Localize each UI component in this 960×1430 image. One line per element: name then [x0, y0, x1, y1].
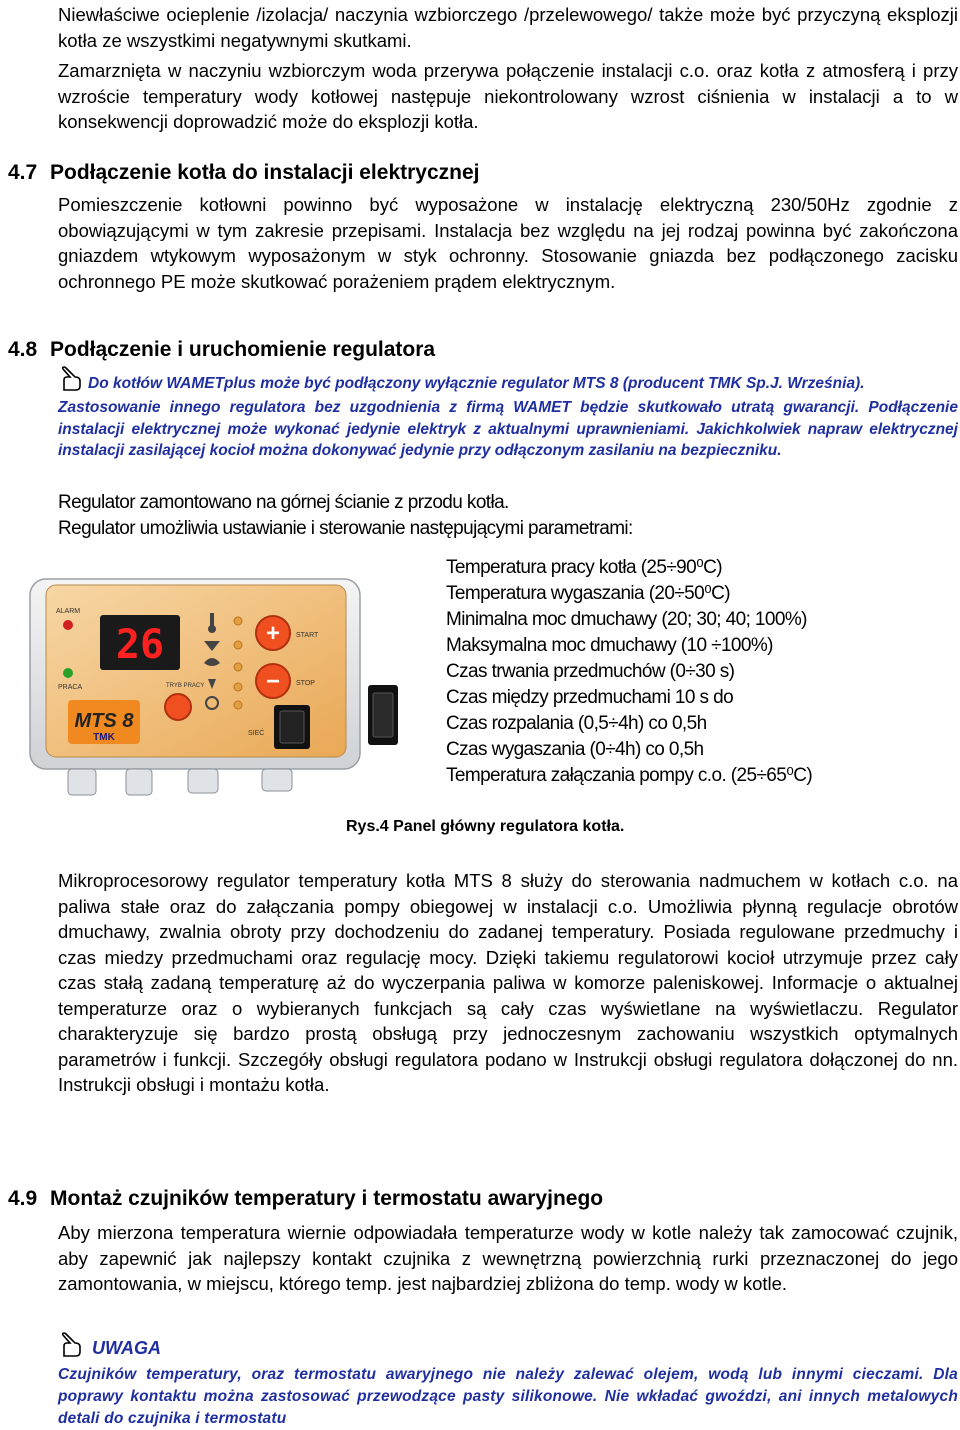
section-title: Podłączenie i uruchomienie regulatora	[50, 338, 436, 361]
section-4-7-body: Pomieszczenie kotłowni powinno być wyposażone w instalację elektryczną 230/50Hz zgodnie z obowiązującymi w tym zakresie przepisami. Instalacja bez względu na jej rodzaj powinna być zakończona gniazdem wtykowym wyposażonym w styk ochronny. Stosowanie gniazda bez podłączonego zacisku ochronnego PE może skutkować porażeniem prądem elektrycznym.	[58, 194, 958, 292]
section-title: Podłączenie kotła do instalacji elektrycznej	[50, 161, 480, 184]
plus-button-glyph: +	[265, 620, 281, 647]
pointing-hand-icon	[58, 366, 84, 392]
intro-paragraph-1: Niewłaściwe ocieplenie /izolacja/ naczynia wzbiorczego /przelewowego/ także może być przyczyną eksplozji kotła ze wszystkimi negatywnymi skutkami.	[58, 4, 958, 51]
mts8-brand: MTS 8	[74, 710, 134, 732]
section-4-8-heading	[8, 337, 435, 363]
regulator-params-intro: Regulator umożliwia ustawianie i sterowanie następującymi parametrami:	[58, 518, 633, 539]
parameter-item: Temperatura pracy kotła (25÷90⁰C)	[446, 557, 722, 578]
intro-paragraph-2: Zamarznięta w naczyniu wzbiorczym woda przerywa połączenie instalacji c.o. oraz kotła z atmosferą i przy wzroście temperatury wody kotłowej następuje niekontrolowany wzrost ciśnienia w instalacji a to w konsekwencji doprowadzić może do eksplozji kotła.	[58, 60, 958, 132]
figure-caption: Rys.4 Panel główny regulatora kotła.	[346, 818, 625, 835]
section-title: Montaż czujników temperatury i termostatu awaryjnego	[50, 1187, 604, 1210]
parameter-item: Minimalna moc dmuchawy (20; 30; 40; 100%)	[446, 609, 807, 630]
tmk-brand: TMK	[93, 732, 115, 743]
display-readout: 26	[115, 622, 165, 668]
parameter-item: Czas trwania przedmuchów (0÷30 s)	[446, 661, 735, 682]
regulator-panel-image	[28, 575, 408, 800]
minus-button-glyph: −	[265, 668, 281, 695]
parameter-item: Czas wygaszania (0÷4h) co 0,5h	[446, 739, 704, 760]
section-number: 4.7	[8, 161, 38, 184]
section-4-7-heading	[8, 160, 480, 186]
parameter-item: Temperatura wygaszania (20÷50⁰C)	[446, 583, 730, 604]
warning-note-line-1: Do kotłów WAMETplus może być podłączony wyłącznie regulator MTS 8 (producent TMK Sp.J. Września).	[88, 375, 865, 392]
section-number: 4.8	[8, 338, 38, 361]
stop-label: STOP	[296, 680, 315, 687]
siec-label: SIEĆ	[248, 730, 265, 737]
alarm-label: ALARM	[56, 608, 81, 615]
warning-note-body: Zastosowanie innego regulatora bez uzgodnienia z firmą WAMET będzie skutkowało utratą gwarancji. Podłączenie instalacji elektrycznej może wykonać jedynie elektryk z aktualnymi uprawnieniami. Jakichkolwiek napraw elektrycznej instalacji zasilającej kocioł można dokonywać jedynie przy odłączonym zasilaniu na bezpieczniku.	[58, 399, 958, 459]
parameter-item: Czas rozpalania (0,5÷4h) co 0,5h	[446, 713, 707, 734]
pointing-hand-icon	[58, 1332, 84, 1358]
tryb-label: TRYB PRACY	[166, 683, 205, 689]
parameter-item: Temperatura załączania pompy c.o. (25÷65⁰C)	[446, 765, 813, 786]
uwaga-text: Czujników temperatury, oraz termostatu awaryjnego nie należy zalewać olejem, wodą lub innymi cieczami. Dla poprawy kontaktu można zastosować przewodzące pasty silikonowe. Nie wkładać gwoździ, ani innych metalowych detali do czujnika i termostatu	[58, 1366, 958, 1427]
section-number: 4.9	[8, 1187, 38, 1210]
parameter-item: Maksymalna moc dmuchawy (10 ÷100%)	[446, 635, 773, 656]
regulator-mount-text: Regulator zamontowano na górnej ścianie z przodu kotła.	[58, 492, 509, 513]
praca-label: PRACA	[58, 684, 83, 691]
parameter-item: Czas między przedmuchami 10 s do	[446, 687, 734, 708]
uwaga-label: UWAGA	[92, 1338, 161, 1358]
parameter-list	[446, 555, 946, 789]
start-label: START	[296, 632, 319, 639]
section-4-9-heading	[8, 1186, 603, 1212]
section-4-9-body: Aby mierzona temperatura wiernie odpowiadała temperaturze wody w kotle należy tak zamocować czujnik, aby zapewnić jak najlepszy kontakt czujnika z wewnętrzną powierzchnią rurki przeznaczonej do jego zamontowania, w miejscu, którego temp. jest najbardziej zbliżona do temp. wody w kotle.	[58, 1222, 958, 1294]
section-4-8-body: Mikroprocesorowy regulator temperatury kotła MTS 8 służy do sterowania nadmuchem w kotłach c.o. na paliwa stałe oraz do załączania pompy obiegowej w instalacji c.o. Umożliwia płynną regulacje obrotów dmuchawy, zwalnia obroty przy dochodzeniu do zadanej temperatury. Posiada regulowane przedmuchy i czas miedzy przedmuchami oraz regulację mocy. Dzięki takiemu regulatorowi kocioł utrzymuje przez cały czas stałą zadaną temperaturę aż do wyczerpania paliwa w komorze paleniskowej. Informacje o aktualnej temperaturze oraz o wybieranych funkcjach są cały czas wyświetlane na wyświetlaczu. Regulator charakteryzuje się bardzo prostą obsługą przy jednoczesnym zachowaniu wszystkich optymalnych parametrów i funkcji. Szczegóły obsługi regulatora podano w Instrukcji obsługi regulatora dołączonej do nn. Instrukcji obsługi i montażu kotła.	[58, 870, 958, 1095]
